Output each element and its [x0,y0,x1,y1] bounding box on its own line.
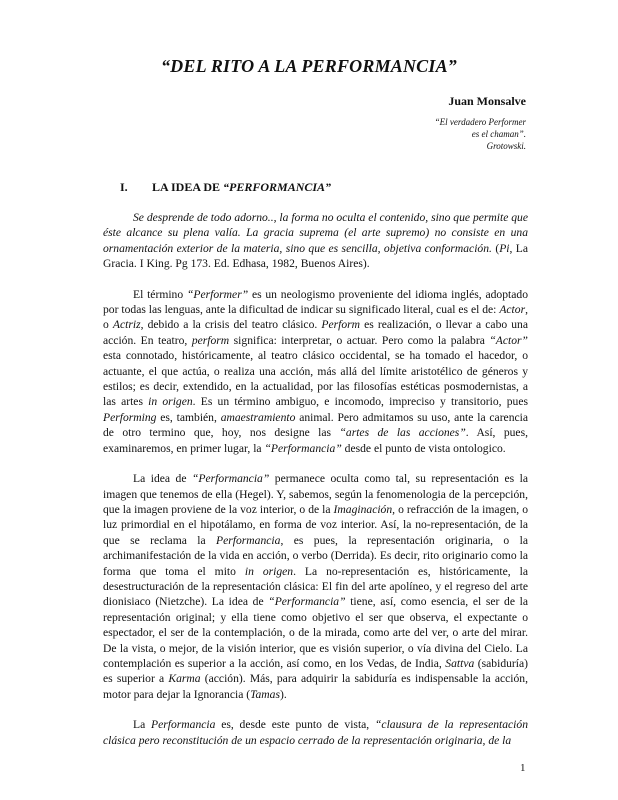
text-run: La idea de [133,472,192,486]
italic-text: “Actor” [489,333,528,347]
italic-text: Actriz [112,318,141,332]
epigraph-attribution: Grotowski. [486,141,526,151]
section-title-prefix: LA IDEA DE [152,180,224,194]
section-number: I. [120,180,128,194]
italic-text: “Performancia” [268,595,346,609]
italic-text: “artes de las acciones” [339,426,466,440]
paragraph-3 [103,471,528,702]
italic-text: Actor [499,303,526,317]
text-run: . Así, pues, examinaremos, en primer lugar, la [103,426,528,455]
italic-text: Imaginación, [333,502,396,516]
text-run: significa: interpretar, o actuar. Pero como la palabra [229,333,490,347]
italic-text: Karma [168,672,201,686]
italic-text: “Performancia” [264,441,342,455]
text-run: . Es un término ambiguo, e incomodo, impreciso y transitorio, pues [192,395,529,409]
text-run: , o [103,303,528,332]
text-run: permanece oculta como tal, su representación es la imagen que tenemos de ella (Hegel). Y, sabemos, según la fenomenologia de la percepción, que la imagen proviene de la voz interior, o de la [103,472,528,516]
italic-text: “Performancia” [191,472,270,486]
text-run: (sabiduría) es superior a [103,656,528,686]
quote-reference: , La Gracia. I King. Pg 173. Ed. Edhasa, 1982, Buenos Aires). [103,241,529,271]
text-run: , debido a la crisis del teatro clásico. [140,318,322,332]
italic-text: in origen [148,395,193,409]
italic-text: in origen [244,564,294,578]
italic-text: Sattva [445,656,475,670]
text-run: es, desde este punto de vista, [215,718,375,732]
epigraph-line: es el chaman”. [471,129,526,139]
author-name: Juan Monsalve [448,94,526,108]
paragraph-quote [103,210,528,272]
quote-reference-open: ( [495,241,500,255]
body-text [103,210,528,763]
text-run: tiene, así, como esencia, el ser de la representación original; y ella tiene como objetivo el ser que observa, el expectante o espectador, el ser de la contemplación, o de la mirada, como arte del ver, o arte del mirar. De la vista, o mejor, de la visión interior, que es visión superior, o vía divina del Cielo. La contemplación es superior a la acción, así como, en los Vedas, de India, [103,595,528,670]
paragraph-4 [103,717,528,748]
text-run: El término [133,287,187,301]
text-run: La [133,718,152,732]
italic-text: perform [191,333,230,347]
quote-reference-italic: Pi [499,241,510,255]
text-run: es un neologismo proveniente del idioma inglés, adoptado por todas las lenguas, ante la dificultad de indicar su significado literal, cual es el de: [103,287,528,317]
italic-text: “Performer” [186,287,249,301]
section-heading [120,180,331,195]
text-run: animal. Pero admitamos su uso, ante la carencia de otro termino que, hoy, nos designe las [103,410,529,440]
quote-text: Se desprende de todo adorno.., la forma no oculta el contenido, sino que permite que éste alcance su plena valía. La gracia suprema (el arte supremo) no consiste en una ornamentación exterior de la materia, sino que es sencilla, objetiva conformación. [103,211,528,255]
document-title: “DEL RITO A LA PERFORMANCIA” [160,56,457,76]
text-run: desde el punto de vista ontologico. [341,441,506,455]
page-number: 1 [520,762,526,774]
italic-text: Performancia [151,718,216,732]
italic-text: Performancia [216,533,281,547]
italic-text: Tamas [250,687,280,701]
italic-text: Performing [103,410,157,424]
epigraph [435,116,526,152]
text-run: es, también, [156,410,221,424]
text-run: (acción). Más, para adquirir la sabiduría es indispensable la acción, motor para dejar la Ignorancia ( [103,672,528,701]
italic-text: amaestramiento [220,410,296,424]
paragraph-2 [103,287,528,456]
italic-text: “clausura de la representación clásica pero reconstitución de un espacio cerrado de la representación originaria, de la [103,718,528,747]
text-run: esta connotado, históricamente, al teatro clásico occidental, se ha tomado el hacedor, o actuante, el que actúa, o realiza una acción, más allá del límite aristotélico de géneros y estilos; es decir, extendido, en la actualidad, por las filosofías estéticas posmodernistas, a las artes [103,349,528,409]
epigraph-line: “El verdadero Performer [434,117,526,127]
italic-text: Perform [321,318,361,332]
text-run: o refracción de la imagen, o luz primordial en el hipotálamo, en forma de voz interior. Así, la no-representación, de la que se reclama la [103,502,528,547]
text-run: . La no-representación es, históricamente, la desestructuración de la representación clásica: El fin del arte apolíneo, y el regreso del arte dionisiaco (Nietzche). La idea de [103,564,528,609]
text-run: es realización, o llevar a cabo una acción. En teatro, [103,318,528,347]
text-run: , es pues, la representación originaria, o la archimanifestación de la vida en acción, o verbo (Derrida). Es decir, rito originario como la forma que toma el mito [103,533,528,578]
text-run: ). [279,687,287,701]
section-title-term: “PERFORMANCIA” [223,180,332,194]
